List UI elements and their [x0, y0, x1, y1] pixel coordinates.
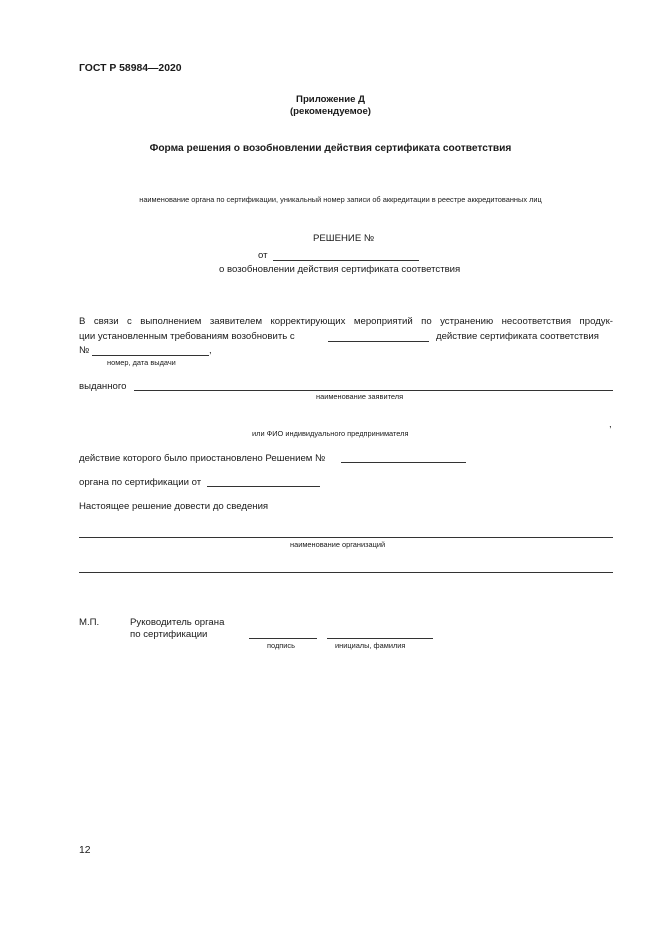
applicant-caption: наименование заявителя — [316, 392, 404, 401]
head-title-line-1: Руководитель органа — [130, 617, 225, 628]
decision-subject: о возобновлении действия сертификата соответствия — [219, 264, 461, 275]
decision-date-prefix: от — [258, 250, 268, 261]
body-line-2b: действие сертификата соответствия — [436, 331, 599, 342]
orgs-caption: наименование организаций — [290, 540, 386, 549]
suspended-text: действие которого было приостановлено Решением № — [79, 453, 326, 464]
signature-line — [249, 638, 317, 639]
decision-heading: РЕШЕНИЕ № — [313, 233, 375, 244]
notify-text: Настоящее решение довести до сведения — [79, 501, 269, 512]
org-caption: наименование органа по сертификации, уникальный номер записи об аккредитации в реестре аккредитованных лиц — [139, 195, 542, 204]
standard-code: ГОСТ Р 58984—2020 — [79, 63, 182, 74]
sign-caption: подпись — [267, 641, 295, 650]
number-caption: номер, дата выдачи — [107, 358, 176, 367]
head-title-line-2: по сертификации — [130, 629, 208, 640]
suspension-date-line — [207, 486, 320, 487]
issued-label: выданного — [79, 381, 127, 392]
page-number: 12 — [79, 845, 91, 856]
body-line-2a: ции установленным требованиям возобновить с — [79, 331, 295, 342]
cert-body-text: органа по сертификации от — [79, 477, 202, 488]
resume-date-line — [328, 341, 429, 342]
seal-label: М.П. — [79, 617, 100, 628]
organizations-line-2 — [79, 572, 613, 573]
body-line-1: В связи с выполнением заявителем корректирующих мероприятий по устранению несоответствия продук- — [79, 316, 613, 327]
body-line-3-prefix: № — [79, 345, 90, 356]
name-caption: инициалы, фамилия — [335, 641, 406, 650]
organizations-line-1 — [79, 537, 613, 538]
applicant-comma: , — [609, 419, 612, 430]
certificate-number-line — [92, 355, 209, 356]
suspension-number-line — [341, 462, 466, 463]
form-title: Форма решения о возобновлении действия сертификата соответствия — [149, 143, 512, 154]
body-line-3-suffix: , — [209, 345, 212, 356]
applicant-line — [134, 390, 613, 391]
individual-caption: или ФИО индивидуального предпринимателя — [252, 429, 409, 438]
appendix-status: (рекомендуемое) — [289, 106, 371, 117]
decision-date-line — [273, 260, 419, 261]
appendix-title: Приложение Д — [296, 94, 365, 105]
name-line — [327, 638, 433, 639]
